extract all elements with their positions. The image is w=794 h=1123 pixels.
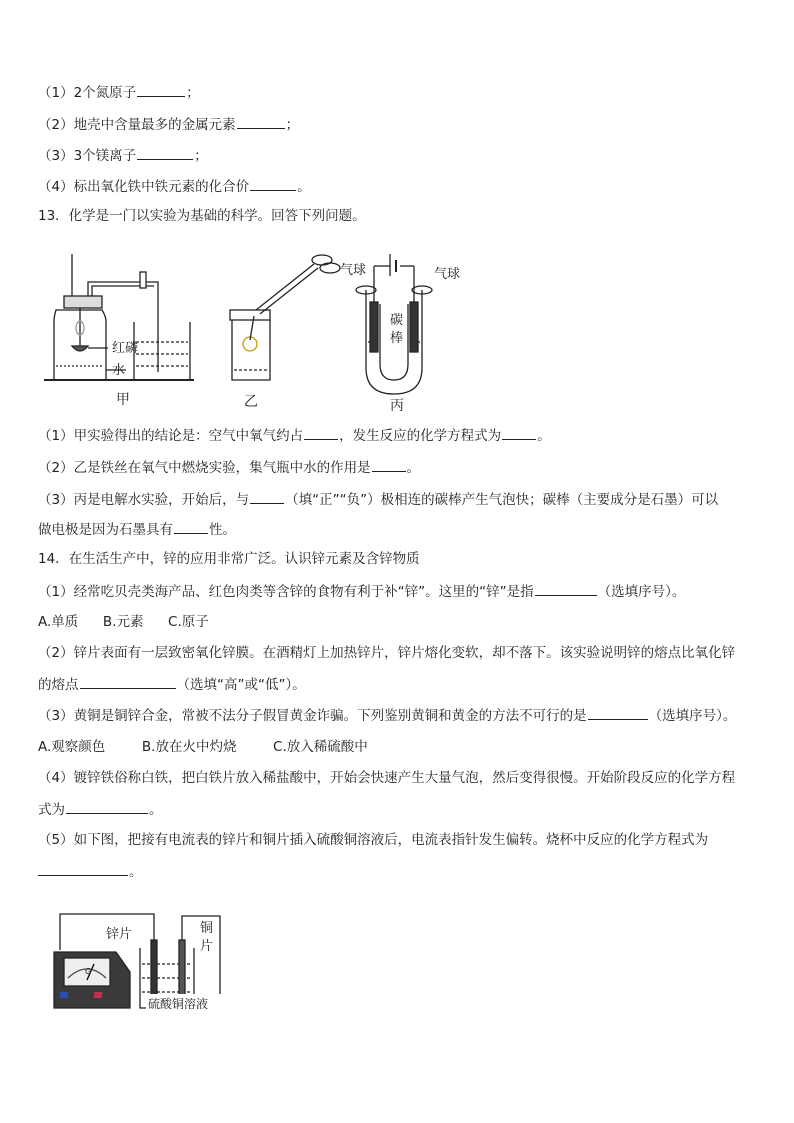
q14-p3-text-a: （3）黄铜是铜锌合金，常被不法分子假冒黄金诈骗。下列鉴别黄铜和黄金的方法不可行的是 <box>38 708 587 724</box>
q12-item-3-text: （3）3个镁离子 <box>38 148 137 164</box>
q14-p5-text-a: （5）如下图，把接有电流表的锌片和铜片插入硫酸铜溶液后，电流表指针发生偏转。烧杯中反应的化学方程式为 <box>38 832 709 848</box>
q12-item-2-text: （2）地壳中含量最多的金属元素 <box>38 117 236 133</box>
q14-part-3 <box>38 705 736 726</box>
option-a: A.单质 <box>38 614 79 630</box>
q12-item-1-suffix: ； <box>186 85 200 101</box>
answer-blank[interactable] <box>174 519 208 534</box>
label-balloon-right: 气球 <box>434 267 461 282</box>
q12-item-4-text: （4）标出氧化铁中铁元素的化合价 <box>38 179 250 195</box>
q13-p1-text-c: 。 <box>537 428 551 444</box>
answer-blank[interactable] <box>588 705 648 720</box>
answer-blank[interactable] <box>38 861 128 876</box>
label-zinc: 锌片 <box>106 927 133 942</box>
answer-blank[interactable] <box>250 489 284 504</box>
q14-p1-text-a: （1）经常吃贝壳类海产品、红色肉类等含锌的食物有利于补“锌”。这里的“锌”是指 <box>38 584 534 600</box>
experiment-yi <box>230 255 340 380</box>
answer-blank[interactable] <box>137 82 185 97</box>
q14-part-2 <box>38 643 735 663</box>
q14-p2-text-b: 的熔点 <box>38 677 79 693</box>
q13-p3-text-c: 做电极是因为石墨具有 <box>38 522 173 538</box>
q14-part-3-options <box>38 737 368 757</box>
label-copper-2: 片 <box>200 939 214 954</box>
q14-stem: 14．在生活生产中，锌的应用非常广泛。认识锌元素及含锌物质 <box>38 551 420 567</box>
q14-p4-text-a: （4）镀锌铁俗称白铁，把白铁片放入稀盐酸中，开始会快速产生大量气泡，然后变得很慢。开始阶段反应的化学方程 <box>38 770 736 786</box>
answer-blank[interactable] <box>237 114 285 129</box>
label-carbon-rod-2: 棒 <box>390 331 404 346</box>
q12-item-2-suffix: ； <box>285 117 300 133</box>
label-solution: 硫酸铜溶液 <box>148 997 209 1011</box>
meter-letter: G <box>85 967 92 976</box>
q13-stem: 13．化学是一门以实验为基础的科学。回答下列问题。 <box>38 208 366 224</box>
experiment-jia <box>44 254 194 380</box>
q14-part-5 <box>38 830 708 850</box>
option-b: B.放在火中灼烧 <box>141 739 237 755</box>
q14-p4-text-b: 式为 <box>38 802 65 818</box>
q13-p3-text-d: 性。 <box>209 522 236 538</box>
answer-blank[interactable] <box>80 674 176 689</box>
q14-part-2-cont <box>38 674 306 695</box>
answer-blank[interactable] <box>535 581 597 596</box>
option-c: C.放入稀硫酸中 <box>273 739 368 755</box>
answer-blank[interactable] <box>137 145 193 160</box>
q13-part-1 <box>38 425 551 446</box>
q14-part-1-options <box>38 612 209 632</box>
q12-item-1-text: （1）2个氮原子 <box>38 85 137 101</box>
q14-part-5-cont <box>38 861 143 882</box>
q13-part-2 <box>38 457 420 478</box>
caption-yi: 乙 <box>244 394 258 410</box>
q14-p2-text-a: （2）锌片表面有一层致密氧化锌膜。在酒精灯上加热锌片，锌片熔化变软，却不落下。该实验说明锌的熔点比氧化锌 <box>38 645 736 661</box>
answer-blank[interactable] <box>66 799 148 814</box>
q14-p5-text-c: 。 <box>129 864 143 880</box>
q13-p3-text-b: （填“正”“负”）极相连的碳棒产生气泡快；碳棒（主要成分是石墨）可以 <box>285 492 719 508</box>
option-b: B.元素 <box>102 614 144 630</box>
q14-p4-text-c: 。 <box>149 802 163 818</box>
label-carbon-rod-1: 碳 <box>390 313 404 328</box>
q12-item-3 <box>38 145 208 166</box>
q14-p3-text-b: （选填序号）。 <box>648 708 737 724</box>
q13-part-3 <box>38 489 718 510</box>
label-water: 水 <box>112 363 126 378</box>
q12-item-3-suffix: ； <box>194 148 208 164</box>
q13-p1-text-a: （1）甲实验得出的结论是：空气中氧气约占 <box>38 428 304 444</box>
caption-bing: 丙 <box>390 398 404 414</box>
answer-blank[interactable] <box>304 425 338 440</box>
q13-p2-text-a: （2）乙是铁丝在氧气中燃烧实验，集气瓶中水的作用是 <box>38 460 371 476</box>
option-a: A.观察颜色 <box>38 739 106 755</box>
label-red-phosphorus: 红磷 <box>112 341 139 356</box>
q14-p2-text-c: （选填“高”或“低”）。 <box>176 677 306 693</box>
label-balloon-left: 气球 <box>340 263 367 278</box>
q14-part-4 <box>38 768 735 788</box>
answer-blank[interactable] <box>372 457 406 472</box>
q13-p2-text-b: 。 <box>406 460 421 476</box>
q12-item-1 <box>38 82 200 103</box>
answer-blank[interactable] <box>250 176 296 191</box>
caption-jia: 甲 <box>116 392 130 408</box>
q14-part-1 <box>38 581 685 602</box>
q14-part-4-cont <box>38 799 163 820</box>
q13-p1-text-b: ，发生反应的化学方程式为 <box>339 428 502 444</box>
q12-item-4 <box>38 176 311 197</box>
q13-experiment-figure <box>44 246 484 416</box>
q13-p3-text-a: （3）丙是电解水实验，开始后，与 <box>38 492 250 508</box>
q14-galvanic-figure <box>50 912 225 1014</box>
q12-item-4-suffix: 。 <box>297 179 311 195</box>
label-copper-1: 铜 <box>200 921 214 936</box>
option-c: C.原子 <box>168 614 209 630</box>
q12-item-2 <box>38 114 299 135</box>
answer-blank[interactable] <box>502 425 536 440</box>
q14-p1-text-b: （选填序号）。 <box>597 584 686 600</box>
q13-part-3-cont <box>38 519 236 540</box>
